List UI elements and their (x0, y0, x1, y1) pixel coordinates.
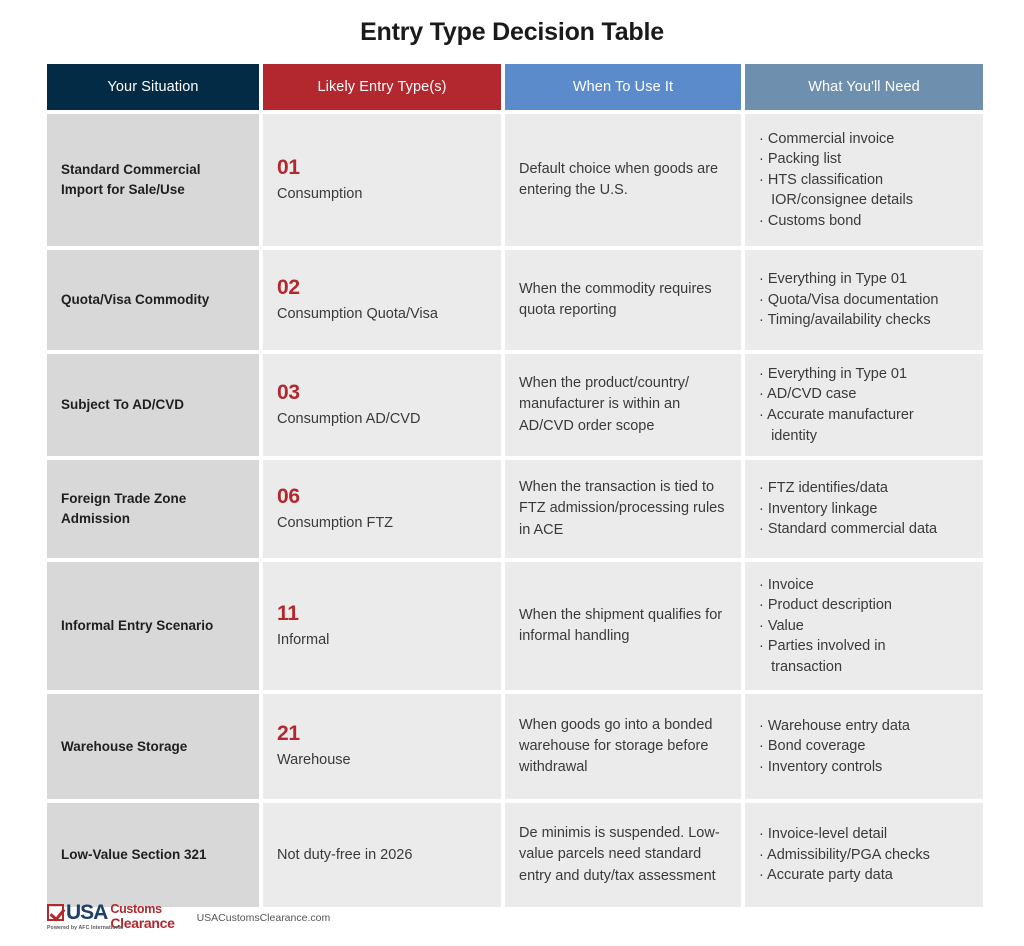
entry-type-code: 02 (277, 275, 300, 299)
entry-type-description: Informal (277, 631, 330, 648)
column-header-likely-entry-types: Likely Entry Type(s) (263, 64, 501, 110)
cell-when-to-use: Default choice when goods are entering the U.S. (505, 114, 741, 246)
cell-requirements (745, 460, 983, 558)
entry-type-code: 01 (277, 155, 300, 179)
requirement-item: · Warehouse entry data (759, 717, 910, 734)
requirement-item: · Timing/availability checks (759, 312, 931, 329)
logo-customs-text: Customs (110, 902, 162, 916)
entry-type-description: Consumption AD/CVD (277, 410, 421, 427)
requirement-item: · Quota/Visa documentation (759, 291, 939, 308)
cell-entry-type (263, 460, 501, 558)
cell-requirements (745, 250, 983, 350)
cell-when-to-use: When the product/country/ manufacturer is within an AD/CVD order scope (505, 354, 741, 456)
page-title: Entry Type Decision Table (360, 18, 664, 46)
cell-entry-type (263, 694, 501, 799)
requirement-item: · Inventory controls (759, 758, 883, 775)
requirement-item: · AD/CVD case (759, 386, 857, 403)
cell-requirements (745, 694, 983, 799)
requirement-item: · FTZ identifies/data (759, 480, 888, 497)
requirement-item: · Everything in Type 01 (759, 271, 908, 288)
checkmark-icon (47, 904, 64, 921)
entry-type-description: Consumption Quota/Visa (277, 305, 438, 322)
table-header-row (47, 64, 979, 110)
requirement-item: · Bond coverage (759, 738, 866, 755)
cell-entry-type (263, 354, 501, 456)
table-row (47, 114, 979, 246)
cell-situation: Informal Entry Scenario (47, 562, 259, 690)
cell-situation: Low-Value Section 321 (47, 803, 259, 907)
requirement-item: · Value (759, 617, 804, 634)
entry-type-code: 06 (277, 484, 300, 508)
requirement-item: · Admissibility/PGA checks (759, 846, 930, 863)
cell-requirements (745, 803, 983, 907)
requirement-item: · Packing list (759, 151, 842, 168)
entry-type-decision-table (47, 64, 979, 911)
requirement-item: · Everything in Type 01 (759, 365, 908, 382)
requirement-item: · Inventory linkage (759, 500, 878, 517)
requirement-item: · Parties involved in (759, 638, 886, 655)
cell-entry-type (263, 803, 501, 907)
column-header-what-youll-need: What You'll Need (745, 64, 983, 110)
entry-type-description: Consumption (277, 185, 363, 202)
cell-situation: Warehouse Storage (47, 694, 259, 799)
cell-situation: Foreign Trade Zone Admission (47, 460, 259, 558)
entry-type-code: 03 (277, 380, 300, 404)
cell-situation: Standard Commercial Import for Sale/Use (47, 114, 259, 246)
cell-entry-type (263, 562, 501, 690)
table-row (47, 562, 979, 690)
column-header-your-situation: Your Situation (47, 64, 259, 110)
cell-when-to-use: When the transaction is tied to FTZ admission/processing rules in ACE (505, 460, 741, 558)
cell-requirements (745, 114, 983, 246)
requirement-item: · Accurate party data (759, 867, 893, 884)
table-row (47, 354, 979, 456)
requirement-item: · Commercial invoice (759, 130, 895, 147)
entry-type-description: Consumption FTZ (277, 514, 394, 531)
logo-usa-text: USA (66, 901, 108, 924)
entry-type-code: 21 (277, 722, 300, 746)
column-header-when-to-use-it: When To Use It (505, 64, 741, 110)
requirement-item: · Invoice-level detail (759, 826, 888, 843)
logo-powered-by-text: Powered by AFC International (47, 925, 124, 931)
requirement-item: identity (759, 427, 818, 444)
cell-entry-type (263, 250, 501, 350)
table-row (47, 694, 979, 799)
requirement-item: transaction (759, 658, 843, 675)
cell-situation: Quota/Visa Commodity (47, 250, 259, 350)
cell-entry-type (263, 114, 501, 246)
entry-type-code: 11 (277, 601, 299, 625)
cell-when-to-use: When the commodity requires quota reporting (505, 250, 741, 350)
cell-when-to-use: When the shipment qualifies for informal handling (505, 562, 741, 690)
cell-when-to-use: When goods go into a bonded warehouse for storage before withdrawal (505, 694, 741, 799)
logo-clearance-text: Clearance (110, 914, 175, 931)
table-row (47, 803, 979, 907)
cell-requirements (745, 354, 983, 456)
requirement-item: IOR/consignee details (759, 192, 913, 209)
cell-when-to-use: De minimis is suspended. Low-value parcels need standard entry and duty/tax assessment (505, 803, 741, 907)
cell-requirements (745, 562, 983, 690)
entry-type-description: Not duty-free in 2026 (277, 846, 413, 863)
table-row (47, 460, 979, 558)
requirement-item: · Product description (759, 597, 892, 614)
requirement-item: · HTS classification (759, 171, 884, 188)
footer-url[interactable]: USACustomsClearance.com (196, 912, 331, 924)
cell-situation: Subject To AD/CVD (47, 354, 259, 456)
requirement-item: · Customs bond (759, 212, 862, 229)
requirement-item: · Standard commercial data (759, 521, 938, 538)
table-row (47, 250, 979, 350)
entry-type-description: Warehouse (277, 752, 351, 769)
requirement-item: · Accurate manufacturer (759, 407, 914, 423)
requirement-item: · Invoice (759, 576, 814, 593)
